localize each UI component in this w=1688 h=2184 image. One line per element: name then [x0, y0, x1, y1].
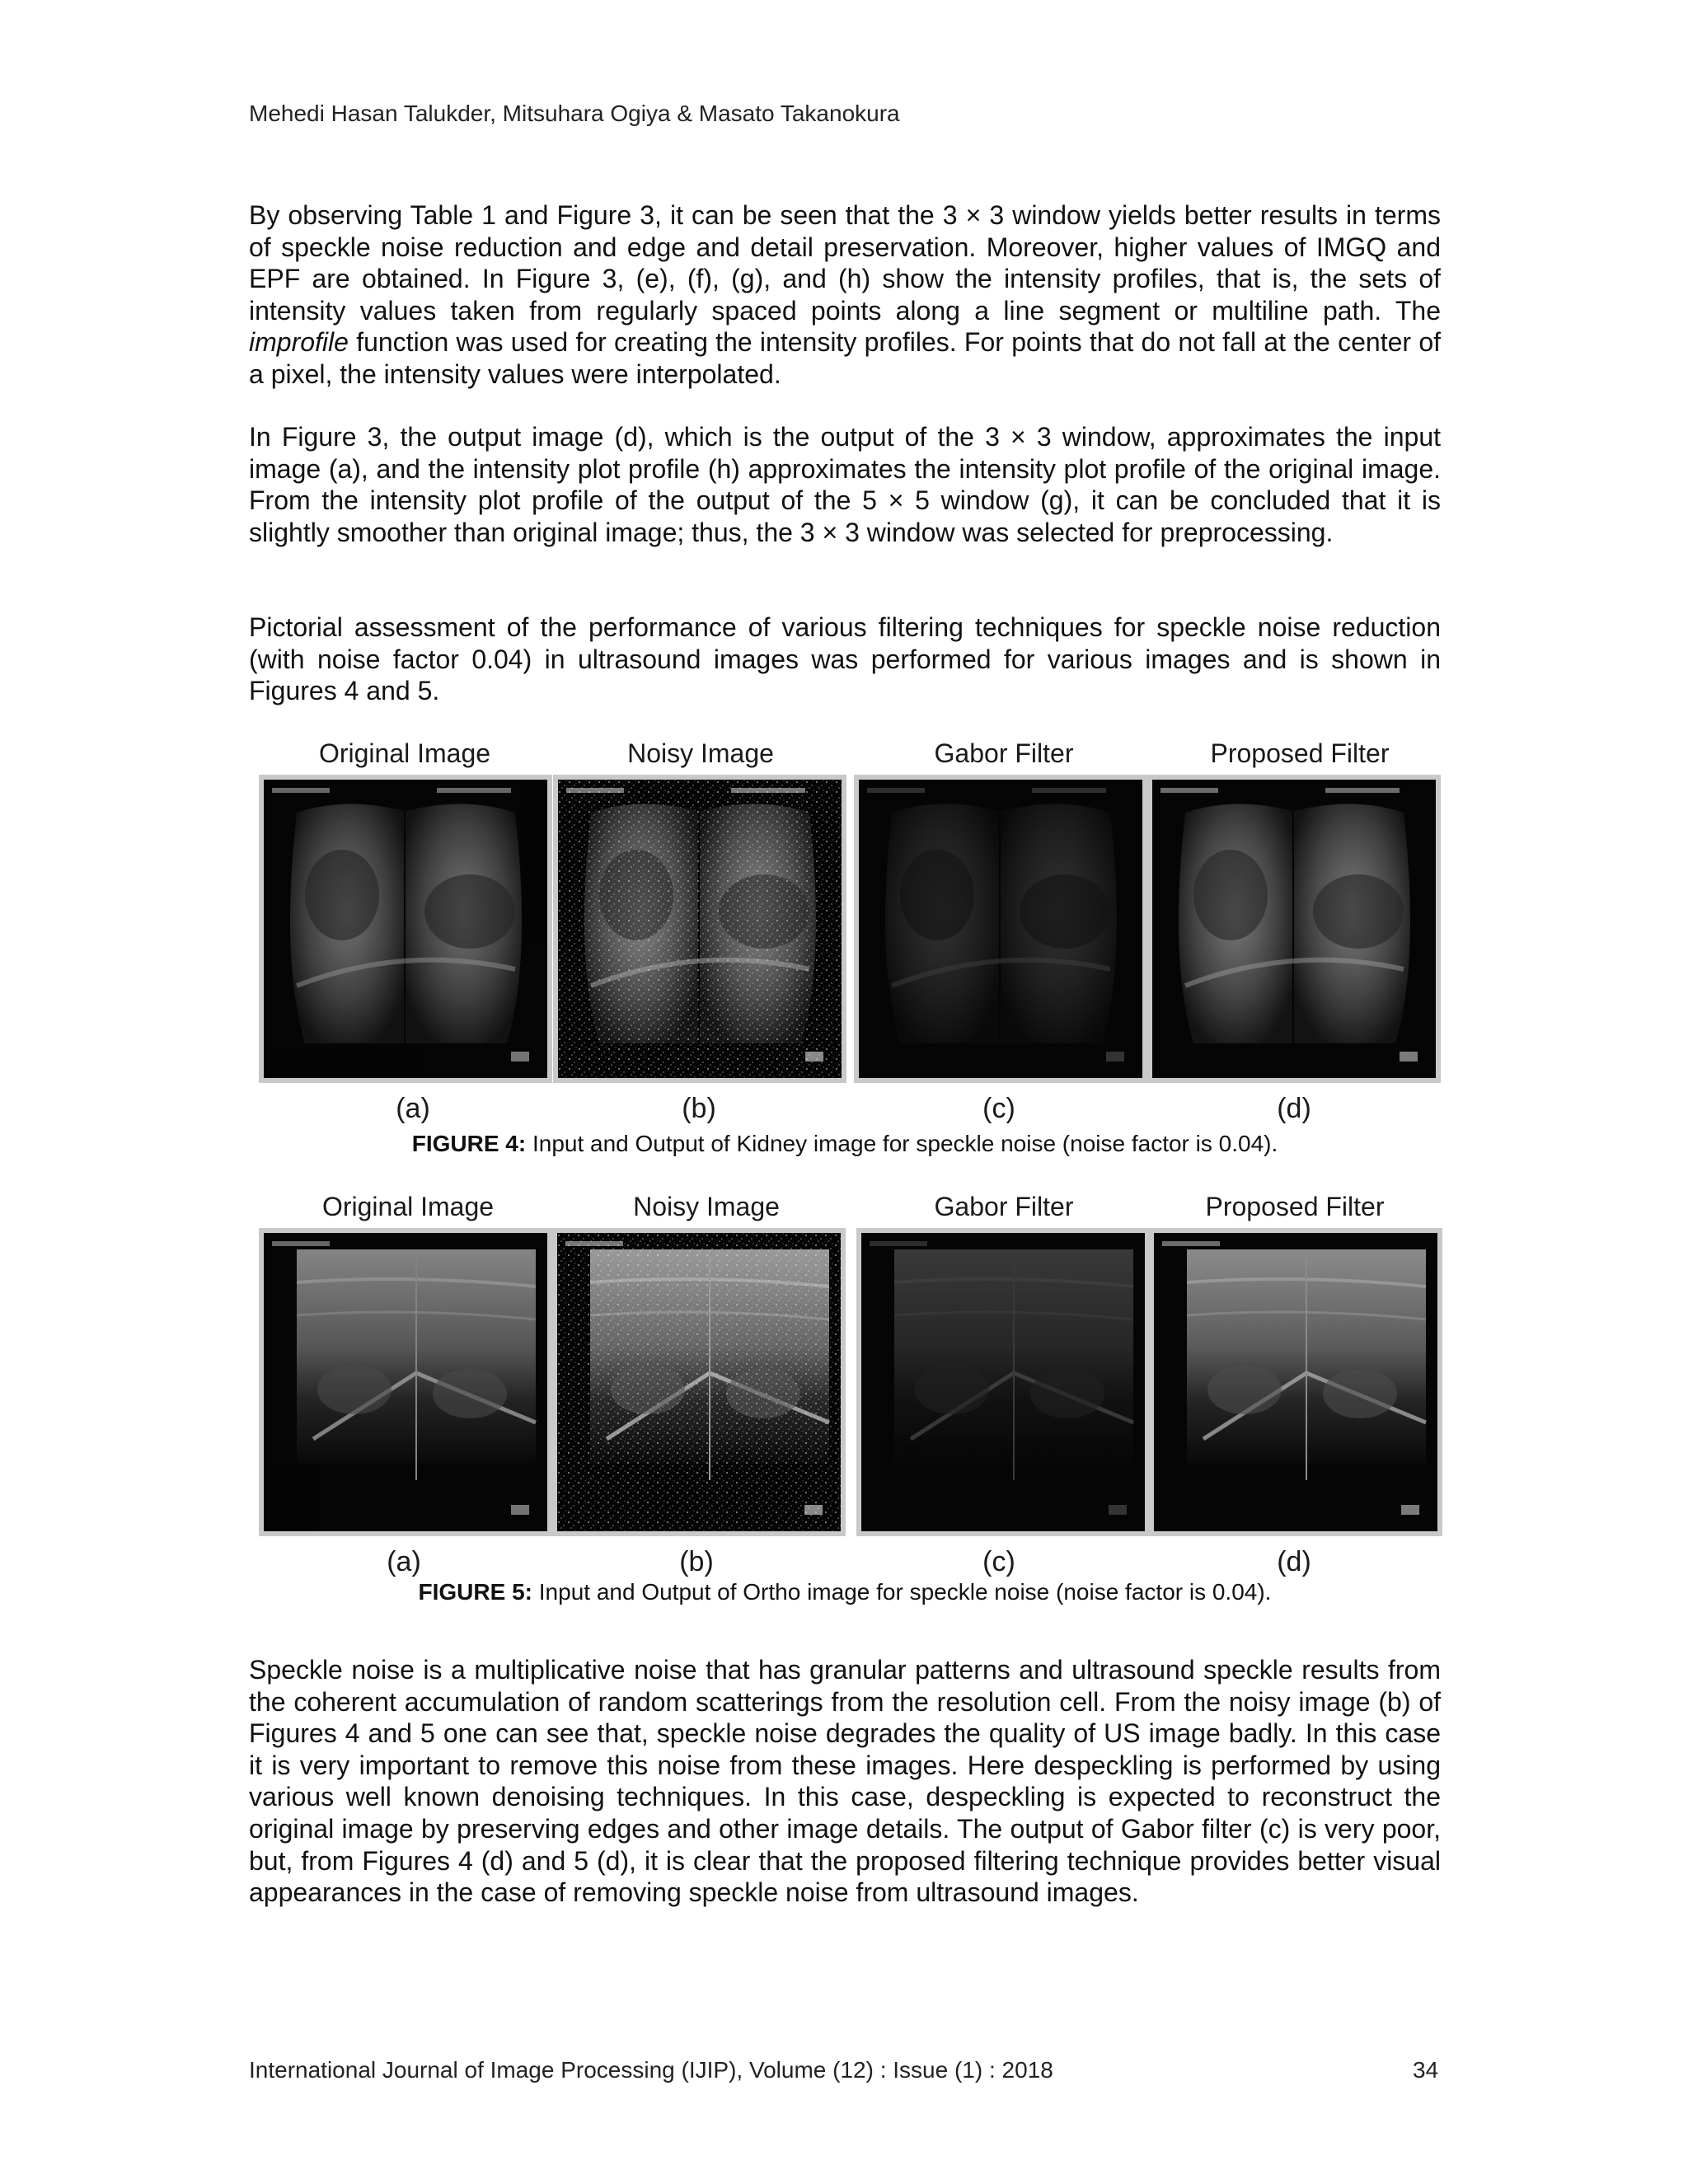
- paragraph-1: [249, 199, 1441, 391]
- fig4-caption-text: Input and Output of Kidney image for speckle noise (noise factor is 0.04).: [526, 1131, 1278, 1156]
- figure-5-ortho: [247, 1187, 1442, 1607]
- fig5-image-noisy: [552, 1228, 846, 1536]
- journal-footer: International Journal of Image Processing (IJIP), Volume (12) : Issue (1) : 2018: [249, 2057, 1053, 2083]
- page-number: 34: [1413, 2057, 1439, 2083]
- fig5-caption-label: FIGURE 5:: [418, 1579, 532, 1605]
- paragraph-3: Pictorial assessment of the performance of various filtering techniques for speckle noise reduction (with noise factor 0.04) in ultrasound images was performed for various images and is shown in Figures 4 and 5.: [249, 612, 1441, 706]
- fig4-caption-label: FIGURE 4:: [411, 1131, 527, 1156]
- fig5-image-original: [259, 1228, 552, 1536]
- fig5-title-proposed: Proposed Filter: [1205, 1192, 1385, 1221]
- fig4-image-original: [259, 775, 552, 1083]
- improfile-term: improfile: [249, 327, 349, 358]
- fig4-label-a: (a): [396, 1093, 430, 1124]
- fig4-image-proposed: [1147, 775, 1441, 1083]
- fig5-label-c: (c): [982, 1546, 1015, 1577]
- fig4-image-gabor: [854, 775, 1147, 1083]
- running-header: Mehedi Hasan Talukder, Mitsuhara Ogiya & Masato Takanokura: [249, 101, 900, 126]
- fig5-caption: [247, 1579, 1442, 1605]
- fig4-label-b: (b): [682, 1093, 716, 1124]
- fig4-title-original: Original Image: [318, 738, 491, 768]
- fig5-title-original: Original Image: [321, 1192, 495, 1221]
- paragraph-1-text-b: function was used for creating the intensity profiles. For points that do not fall at the center of a pixel, the intensity values were interpolated.: [249, 327, 1441, 389]
- fig4-title-noisy: Noisy Image: [627, 738, 774, 768]
- fig5-caption-text: Input and Output of Ortho image for speckle noise (noise factor is 0.04).: [532, 1579, 1272, 1605]
- fig5-label-d: (d): [1277, 1546, 1311, 1577]
- fig4-label-d: (d): [1277, 1093, 1311, 1124]
- fig4-label-c: (c): [982, 1093, 1015, 1124]
- paragraph-4: Speckle noise is a multiplicative noise that has granular patterns and ultrasound speckle results from the coherent accumulation of random scatterings from the resolution cell. From the noisy image (b) of Figures 4 and 5 one can see that, speckle noise degrades the quality of US image badly. In this case it is very important to remove this noise from these images. Here despeckling is performed by using various well known denoising techniques. In this case, despeckling is expected to reconstruct the original image by preserving edges and other image details. The output of Gabor filter (c) is very poor, but, from Figures 4 (d) and 5 (d), it is clear that the proposed filtering technique provides better visual appearances in the case of removing speckle noise from ultrasound images.: [249, 1655, 1441, 1908]
- fig4-title-proposed: Proposed Filter: [1210, 738, 1390, 768]
- paragraph-2: In Figure 3, the output image (d), which is the output of the 3 × 3 window, approximates the input image (a), and the intensity plot profile (h) approximates the intensity plot profile of the original image. From the intensity plot profile of the output of the 5 × 5 window (g), it can be concluded that it is slightly smoother than original image; thus, the 3 × 3 window was selected for preprocessing.: [249, 422, 1441, 547]
- paragraph-1-text-a: By observing Table 1 and Figure 3, it can be seen that the 3 × 3 window yields better results in terms of speckle noise reduction and edge and detail preservation. Moreover, higher values of IMGQ and EPF are obtained. In Figure 3, (e), (f), (g), and (h) show the intensity profiles, that is, the sets of intensity values taken from regularly spaced points along a line segment or multiline path. The: [249, 200, 1441, 326]
- figure-4-kidney: [247, 733, 1442, 1162]
- fig5-image-gabor: [856, 1228, 1150, 1536]
- fig5-title-noisy: Noisy Image: [633, 1192, 780, 1221]
- fig5-title-gabor: Gabor Filter: [934, 1192, 1074, 1221]
- fig5-label-b: (b): [679, 1546, 714, 1577]
- fig4-caption: [247, 1131, 1442, 1157]
- fig4-title-gabor: Gabor Filter: [934, 738, 1074, 768]
- fig4-image-noisy: [553, 775, 846, 1083]
- fig5-label-a: (a): [387, 1546, 421, 1577]
- fig5-image-proposed: [1149, 1228, 1442, 1536]
